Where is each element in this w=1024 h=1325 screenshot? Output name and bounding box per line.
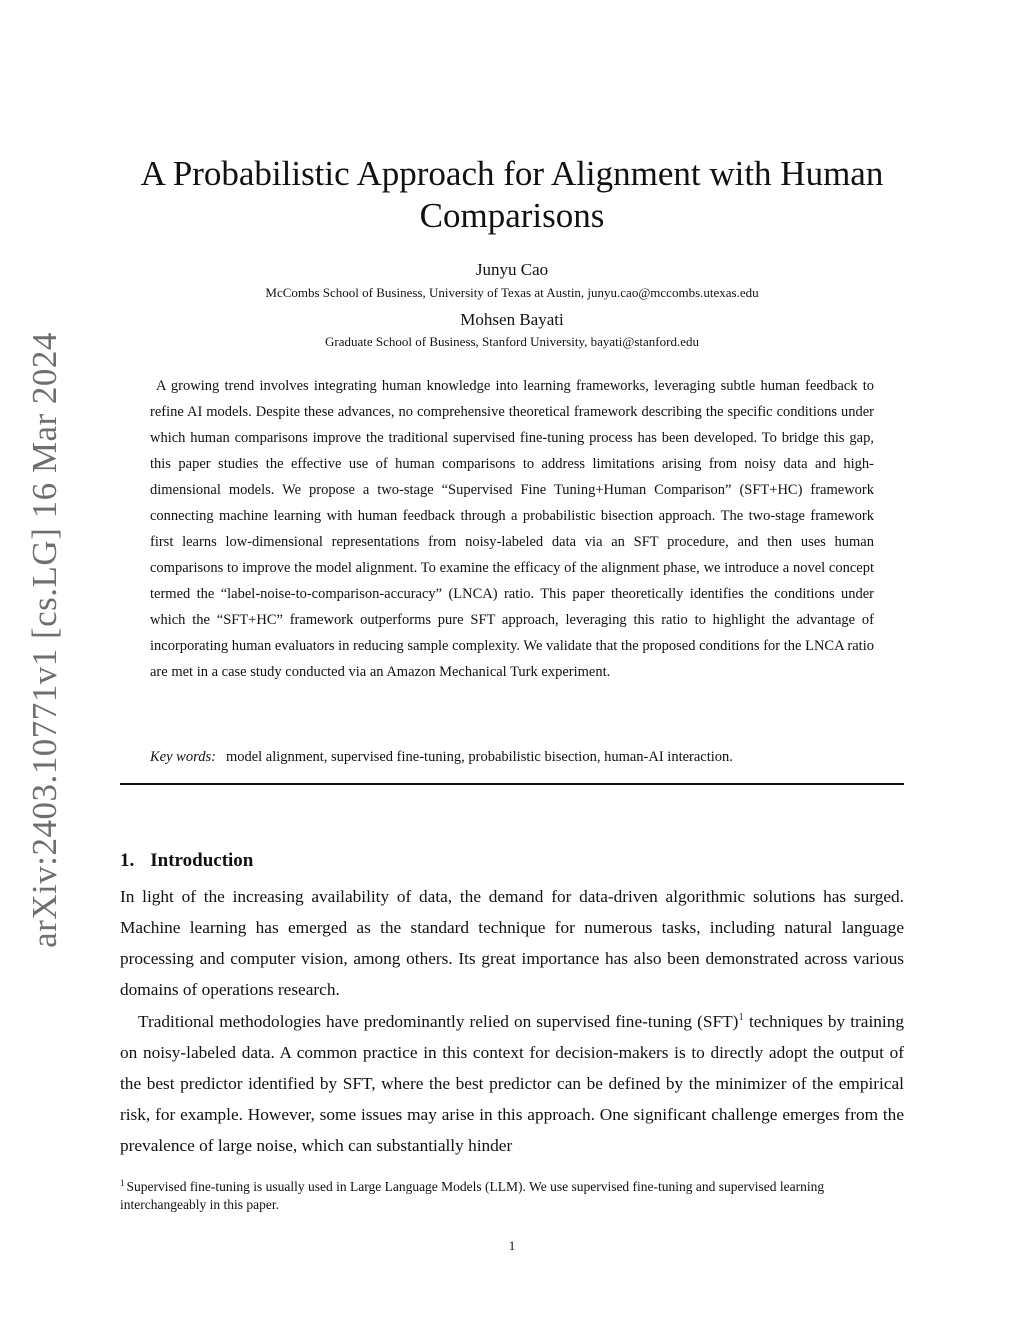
footnote [120, 1178, 904, 1214]
intro-paragraph-1: In light of the increasing availability of data, the demand for data-driven algorithmic solutions has surged. Machine learning has emerged as the standard technique for numerous tasks, including natural language processing and computer vision, among others. Its great importance has also been demonstrated across various domains of operations research. [120, 887, 904, 999]
paper-title [0, 153, 1024, 237]
arxiv-identifier-stamp: arXiv:2403.10771v1 [cs.LG] 16 Mar 2024 [25, 332, 64, 948]
abstract: A growing trend involves integrating human knowledge into learning frameworks, leveraging subtle human feedback to refine AI models. Despite these advances, no comprehensive theoretical framework describing the specific conditions under which human comparisons improve the traditional supervised fine-tuning process has been developed. To bridge this gap, this paper studies the effective use of human comparisons to address limitations arising from noisy data and high-dimensional models. We propose a two-stage “Supervised Fine Tuning+Human Comparison” (SFT+HC) framework connecting machine learning with human feedback through a probabilistic bisection approach. The two-stage framework first learns low-dimensional representations from noisy-labeled data via an SFT procedure, and then uses human comparisons to improve the model alignment. To examine the efficacy of the alignment phase, we introduce a novel concept termed the “label-noise-to-comparison-accuracy” (LNCA) ratio. This paper theoretically identifies the conditions under which the “SFT+HC” framework outperforms pure SFT approach, leveraging this ratio to highlight the advantage of incorporating human evaluators in reducing sample complexity. We validate that the proposed conditions for the LNCA ratio are met in a case study conducted via an Amazon Mechanical Turk experiment. [150, 378, 874, 680]
footnote-text: Supervised fine-tuning is usually used in Large Language Models (LLM). We use supervised fine-tuning and supervised learning interchangeably in this paper. [120, 1179, 825, 1212]
author-affiliation-2: Graduate School of Business, Stanford University, bayati@stanford.edu [325, 334, 699, 349]
author-affiliation-1: McCombs School of Business, University of Texas at Austin, junyu.cao@mccombs.utexas.edu [265, 285, 759, 300]
page-number: 1 [508, 1238, 516, 1253]
footnote-link[interactable]: 1 [738, 1011, 744, 1024]
title-line-2: Comparisons [419, 196, 605, 235]
title-line-1: A Probabilistic Approach for Alignment with Human [140, 154, 884, 193]
footnote-mark: 1 [120, 1177, 125, 1188]
keywords-text: model alignment, supervised fine-tuning, probabilistic bisection, human-AI interaction. [225, 749, 733, 765]
keywords-line [150, 744, 874, 770]
author-name-1: Junyu Cao [475, 260, 549, 279]
section-heading-introduction [120, 850, 253, 872]
intro-paragraph-2: Traditional methodologies have predominantly relied on supervised fine-tuning (SFT)$^1$ techniques by training on noisy-labeled data. A common practice in this context for decision-makers is to directly adopt the output of the best predictor identified by SFT, where the best predictor can be defined by the minimizer of the empirical risk, for example. However, some issues may arise in this approach. One significant challenge emerges from the prevalence of large noise, which can substantially hinder [120, 1011, 904, 1155]
section-title: Introduction [150, 850, 254, 871]
section-number: 1. [120, 850, 135, 871]
abstract-divider [120, 783, 904, 785]
author-name-2: Mohsen Bayati [460, 310, 564, 329]
keywords-label: Key words: [150, 749, 216, 765]
